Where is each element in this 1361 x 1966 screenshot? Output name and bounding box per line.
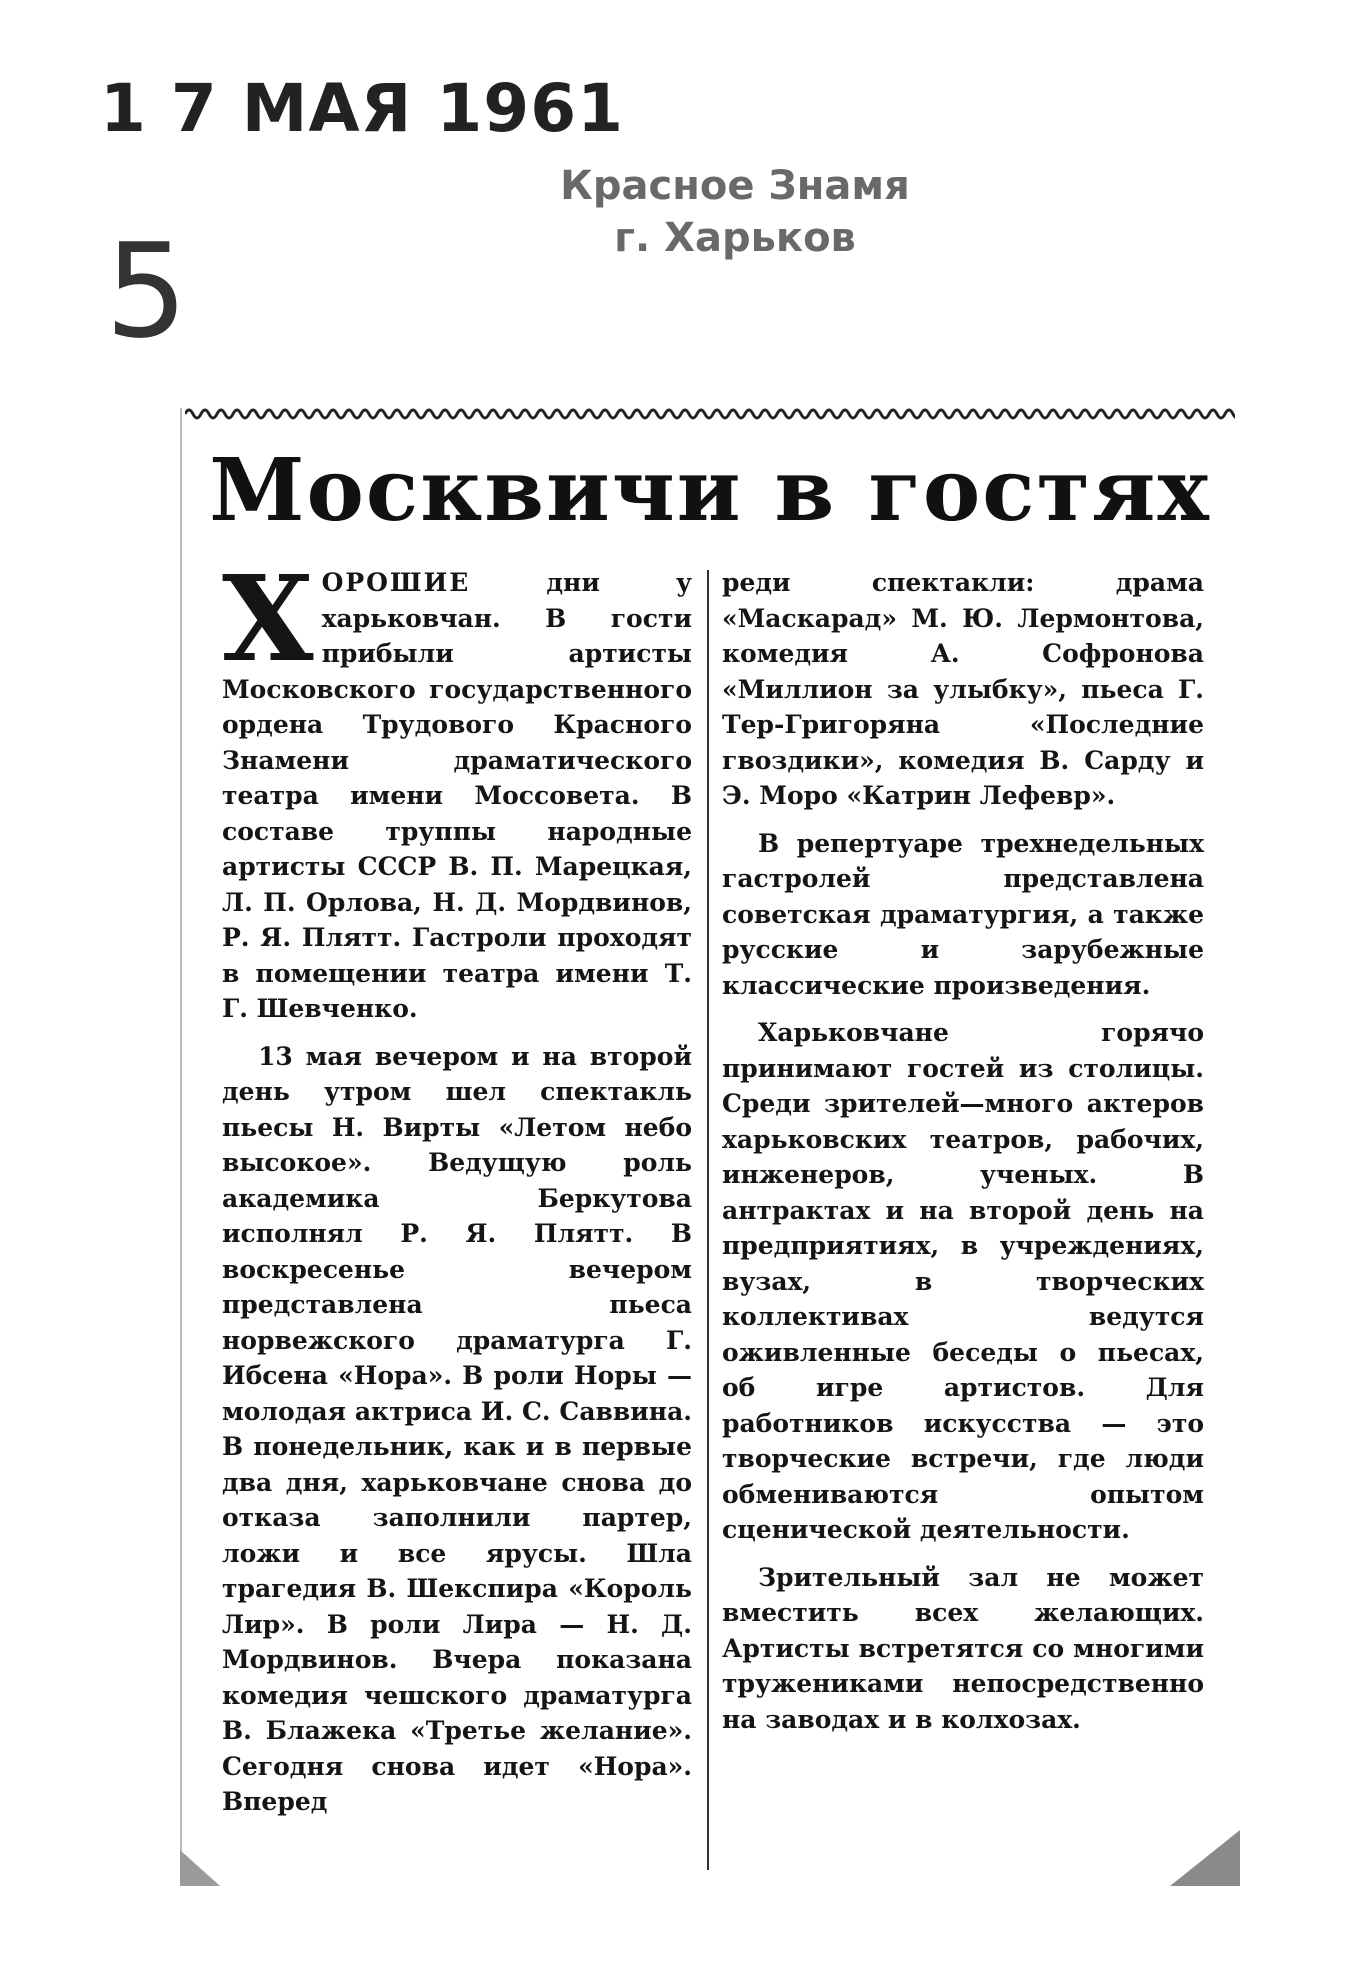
column-divider [707,570,709,1870]
lead-word: ОРОШИЕ [321,568,471,597]
article-headline: Москвичи в гостях [209,440,1211,541]
torn-corner-right [1160,1830,1240,1886]
article-paragraph: Зрительный зал не может вместить всех желающих. Артисты встретятся со многими тружениками непосредственно на заводах и в колхозах. [722,1562,1204,1734]
date-stamp: 1 7 МАЯ 1961 [100,70,625,147]
article-paragraph: Харьковчане горячо принимают гостей из столицы. Среди зрителей—много актеров харьковских театров, рабочих, инженеров, ученых. В антрактах и на второй день на предприятиях, в учреждениях, вузах, в творческих коллективах ведутся оживленные беседы о пьесах, об игре артистов. Для работников искусства — это творческие встречи, где люди обмениваются опытом сценической деятельности. [722,1018,1204,1544]
torn-corner-left [180,1850,240,1886]
handwritten-page-number: 5 [105,215,188,367]
dropcap: Х [222,549,314,688]
article-column-left [222,549,692,1832]
article-paragraph: 13 мая вечером и на второй день утром шел спектакль пьесы Н. Вирты «Летом небо высокое». Ведущую роль академика Беркутова исполнял Р. Я. Плятт. В воскресенье вечером представлена пьеса норвежского драматурга Г. Ибсена «Нора». В роли Норы — молодая актриса И. С. Саввина. В понедельник, как и в первые два дня, харьковчане снова до отказа заполнили партер, ложи и все ярусы. Шла трагедия В. Шекспира «Король Лир». В роли Лира — Н. Д. Мордвинов. Вчера показана комедия чешского драматурга В. Блажека «Третье желание». Сегодня снова идет «Нора». Вперед [222,1041,692,1816]
newspaper-stamp [505,160,965,264]
article-column-right [722,565,1204,1749]
clipping-edge [180,408,182,1880]
paragraph-text: дни у харьковчан. В гости прибыли артисты Московского государственного ордена Трудового Красного Знамени драматического театра имени Моссовета. В составе труппы народные артисты СССР В. П. Марецкая, Л. П. Орлова, Н. Д. Мордвинов, Р. Я. Плятт. Гастроли проходят в помещении театра имени Т. Г. Шевченко. [222,568,692,1023]
article-paragraph: реди спектакли: драма «Маскарад» М. Ю. Лермонтова, комедия А. Софронова «Миллион за улыбку», пьеса Г. Тер-Григоряна «Последние гвоздики», комедия В. Сарду и Э. Моро «Катрин Лефевр». [722,568,1204,810]
newspaper-name: Красное Знамя [560,163,910,209]
newspaper-city: г. Харьков [614,215,856,261]
article-paragraph: В репертуаре трехнедельных гастролей представлена советская драматургия, а также русские и зарубежные классические произведения. [722,828,1204,1000]
article-paragraph [222,549,692,1027]
wavy-divider [185,402,1235,426]
